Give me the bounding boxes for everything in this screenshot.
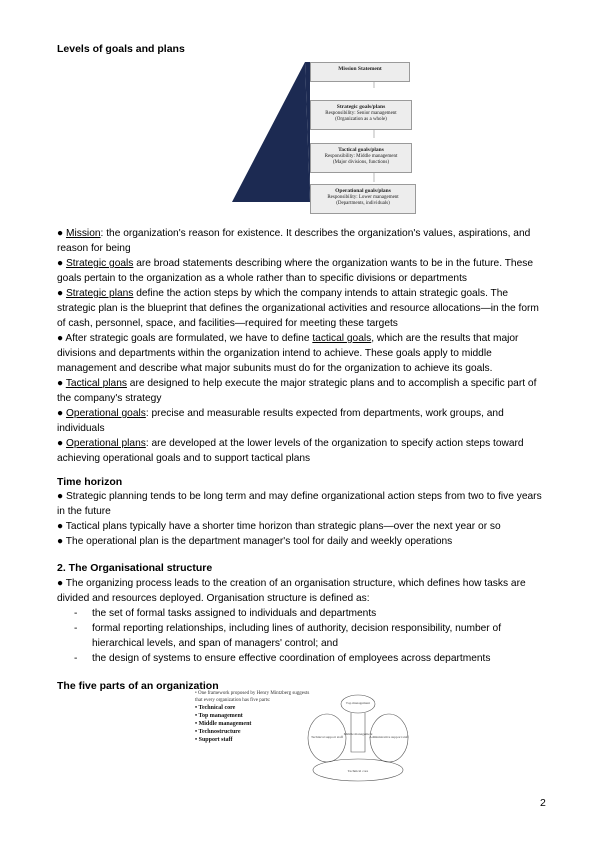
figure-intro-line2: that every organization has five parts: — [195, 698, 271, 703]
label-technical-core: Technical core — [347, 769, 369, 773]
list-item: - the set of formal tasks assigned to individuals and departments — [74, 608, 377, 619]
figure-intro-line1: • One framework proposed by Henry Mintzberg suggests — [195, 691, 310, 696]
pyramid-level-strategic: Strategic goals/plans Responsibility: Senior management (Organization as a whole) — [310, 100, 412, 130]
time-horizon-strategic: ● Strategic planning tends to be long term and may define organizational action steps from two to five years in the future — [57, 491, 542, 517]
heading-five-parts: The five parts of an organization — [57, 680, 219, 692]
part-middle-management: • Middle management — [195, 721, 252, 727]
part-technostructure: • Technostructure — [195, 729, 241, 735]
label-top-management: Top management — [345, 701, 371, 705]
part-support-staff: • Support staff — [195, 737, 233, 743]
pyramid-level-operational: Operational goals/plans Responsibility: Lower management (Departments, individuals) — [310, 184, 416, 214]
time-horizon-list — [57, 489, 547, 549]
time-horizon-tactical: ● Tactical plans typically have a shorter time horizon than strategic plans—over the next year or so — [57, 521, 501, 532]
pyramid-level-tactical: Tactical goals/plans Responsibility: Middle management (Major divisions, functions) — [310, 143, 412, 173]
list-item: - formal reporting relationships, including lines of authority, decision responsibility, number of hierarchical levels, and span of managers' control; and — [74, 623, 502, 649]
heading-organisational-structure: 2. The Organisational structure — [57, 562, 213, 574]
part-technical-core: • Technical core — [195, 705, 236, 711]
page-number: 2 — [540, 797, 546, 809]
part-top-management: • Top management — [195, 713, 243, 719]
mintzberg-diagram — [305, 690, 415, 785]
definition-mission: ● Mission: the organization's reason for existence. It describes the organization's values, aspirations, and reason for being — [57, 228, 531, 254]
org-structure-definition-list — [74, 606, 544, 666]
list-item: - the design of systems to ensure effective coordination of employees across departments — [74, 653, 491, 664]
five-parts-text — [195, 690, 315, 744]
definition-strategic-goals: ● Strategic goals are broad statements describing where the organization wants to be in the future. These goals pertain to the organization as a whole rather than to specific divisions or departments — [57, 258, 534, 284]
heading-time-horizon: Time horizon — [57, 476, 123, 488]
definition-operational-plans: ● Operational plans: are developed at the lower levels of the organization to specify action steps toward achieving operational goals and to support tactical plans — [57, 438, 524, 464]
label-admin-support: Administrative support staff — [369, 735, 409, 739]
definition-operational-goals: ● Operational goals: precise and measurable results expected from departments, work groups, and individuals — [57, 408, 504, 434]
heading-levels-of-goals: Levels of goals and plans — [57, 43, 185, 55]
definition-strategic-plans: ● Strategic plans define the action steps by which the company intends to attain strategic goals. The strategic plan is the blueprint that defines the organizational activities and resource allocations—in the form of cash, personnel, space, and facilities—required for meeting these targets — [57, 288, 539, 329]
definition-tactical-plans: ● Tactical plans are designed to help execute the major strategic plans and to accomplish a specific part of the company's strategy — [57, 378, 537, 404]
definition-tactical-goals: ● After strategic goals are formulated, we have to define tactical goals, which are the results that major divisions and departments within the organization intend to achieve. These goals apply to middle management and describe what major subunits must do for the organization to achieve its goals. — [57, 333, 519, 374]
time-horizon-operational: ● The operational plan is the department manager's tool for daily and weekly operations — [57, 536, 453, 547]
pyramid-level-mission: Mission Statement — [310, 62, 410, 82]
goals-pyramid-diagram — [232, 60, 432, 230]
org-structure-intro: ● The organizing process leads to the creation of an organisation structure, which defines how tasks are divided and resources deployed. Organisation structure is defined as: — [57, 578, 526, 604]
five-parts-figure — [195, 690, 410, 785]
label-middle-management: Middle management — [343, 732, 373, 736]
goals-definitions — [57, 226, 547, 466]
label-technical-support: Technical support staff — [311, 735, 343, 739]
